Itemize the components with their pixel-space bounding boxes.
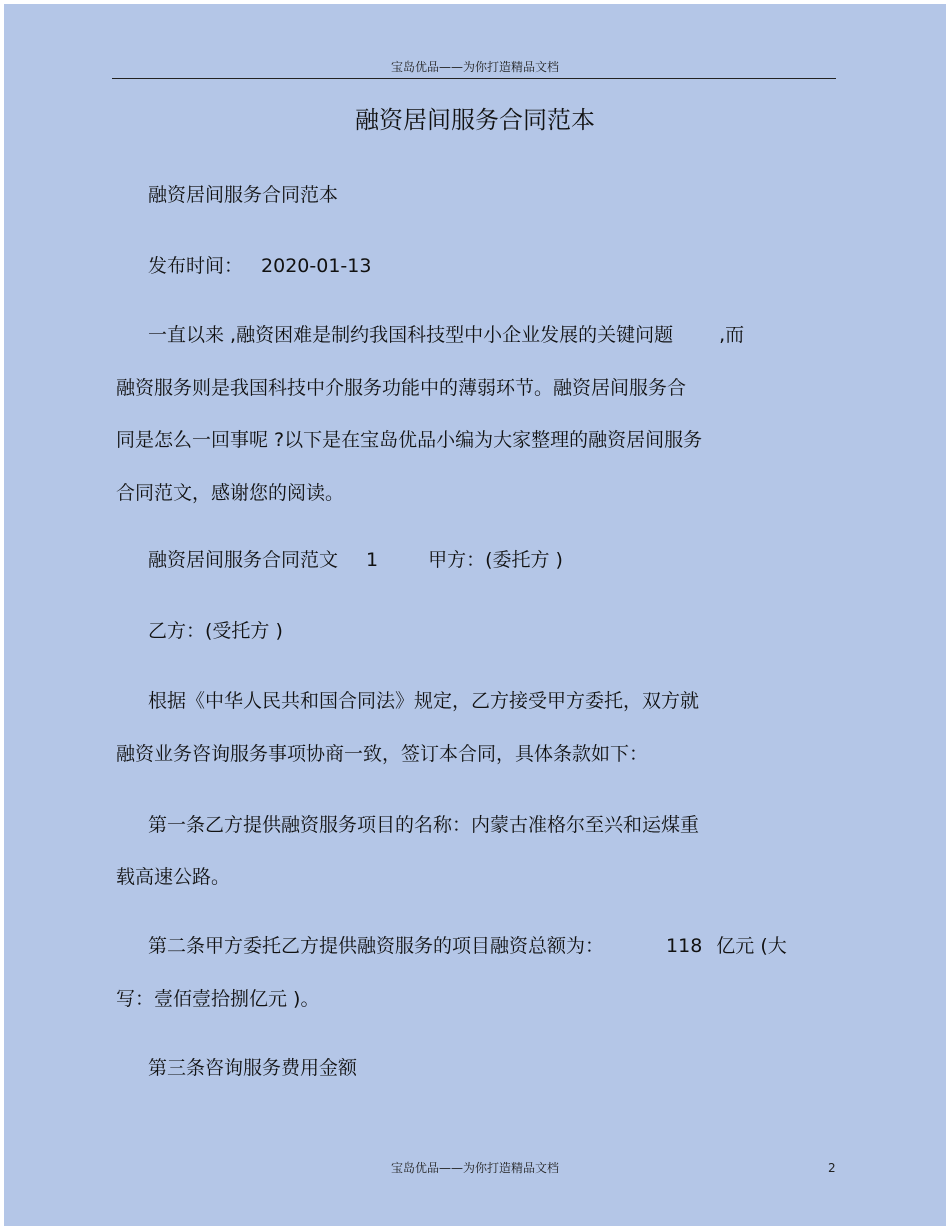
- page-footer: 宝岛优品——为你打造精品文档: [390, 1161, 559, 1175]
- publish-label: 发布时间：: [148, 255, 244, 277]
- sample-number: 1: [366, 549, 379, 571]
- document-title: 融资居间服务合同范本: [355, 106, 595, 134]
- article-2-text: 第二条甲方委托乙方提供融资服务的项目融资总额为：: [148, 935, 605, 957]
- publish-line: [148, 251, 371, 278]
- paragraph-line: 融资业务咨询服务事项协商一致，签订本合同，具体条款如下：: [116, 743, 649, 765]
- sample-heading-line: [148, 545, 563, 572]
- sample-label: 融资居间服务合同范文: [148, 549, 339, 571]
- paragraph-line: 融资服务则是我国科技中介服务功能中的薄弱环节。融资居间服务合: [116, 377, 687, 399]
- paragraph-line: 合同范文，感谢您的阅读。: [116, 482, 345, 504]
- page-number: 2: [828, 1161, 836, 1175]
- subtitle: 融资居间服务合同范本: [148, 184, 339, 206]
- article-3-line: 第三条咨询服务费用金额: [148, 1057, 358, 1079]
- paragraph-line: 同是怎么一回事呢 ?以下是在宝岛优品小编为大家整理的融资居间服务: [116, 429, 703, 451]
- party-b: 乙方：(受托方 ): [148, 620, 283, 642]
- article-1-line: 第一条乙方提供融资服务项目的名称：内蒙古准格尔至兴和运煤重: [148, 814, 700, 836]
- paragraph-line: [148, 320, 744, 347]
- article-2-line: [148, 931, 787, 958]
- article-2-line: 写：壹佰壹拾捌亿元 )。: [116, 988, 320, 1010]
- paragraph-text: ,而: [719, 324, 745, 346]
- paragraph-text: 一直以来 ,融资困难是制约我国科技型中小企业发展的关键问题: [148, 324, 674, 346]
- document-page: [4, 4, 946, 1226]
- article-2-text: 亿元 (大: [716, 935, 787, 957]
- party-a: 甲方：(委托方 ): [428, 549, 563, 571]
- article-1-line: 载高速公路。: [116, 866, 231, 888]
- publish-date: 2020-01-13: [261, 255, 372, 277]
- article-2-amount: 118: [666, 935, 703, 957]
- page-header: 宝岛优品——为你打造精品文档: [390, 60, 559, 74]
- paragraph-line: 根据《中华人民共和国合同法》规定，乙方接受甲方委托，双方就: [148, 690, 700, 712]
- header-divider: [112, 78, 836, 79]
